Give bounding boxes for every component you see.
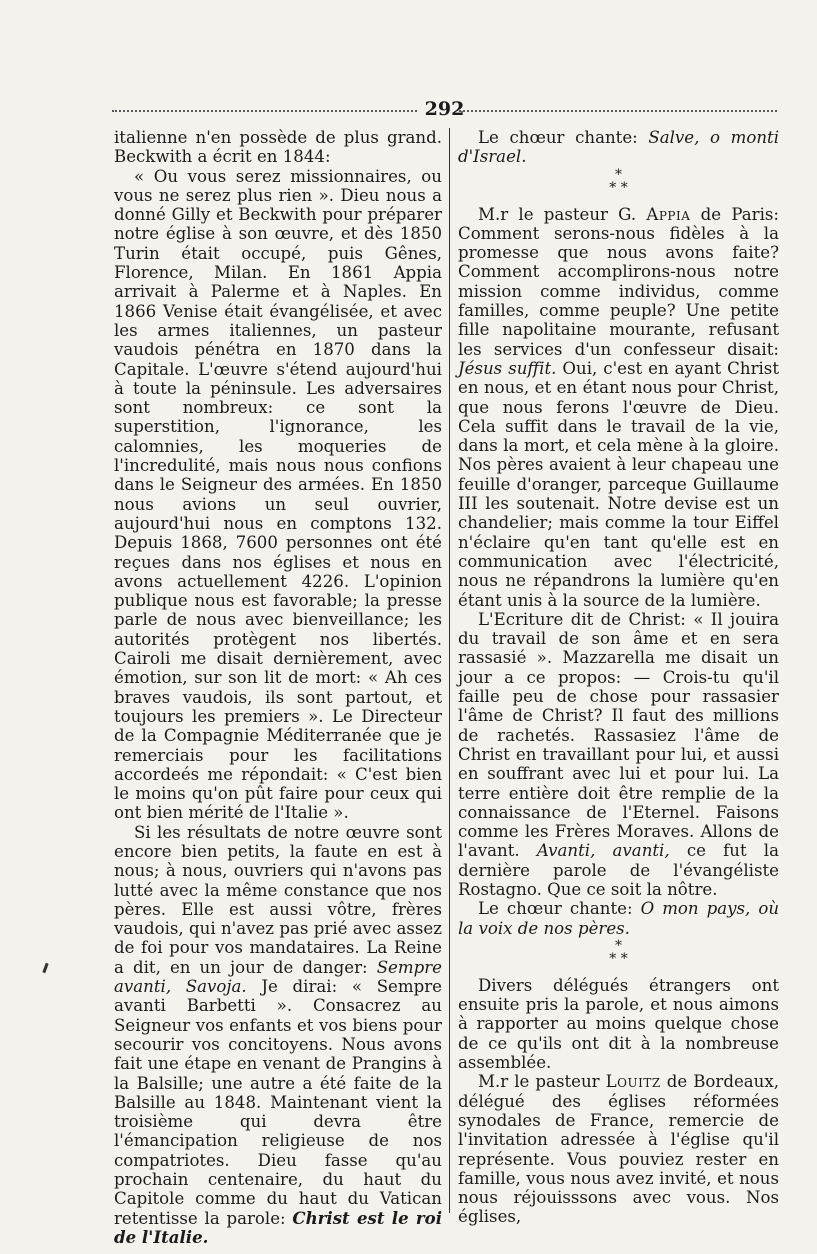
choir-line-2	[458, 899, 779, 938]
paragraph-louitz	[458, 1072, 779, 1226]
left-column	[114, 128, 442, 1247]
choir-line-1-text: Le chœur chante:	[478, 128, 649, 147]
paragraph-results-text-a: Si les résultats de notre œuvre sont encore bien petits, la faute en est à nous; à nous, ouvriers qui n'avons pas lutté avec la même constance que nos pères. Elle est aussi vôtre, frères vaudois, qui n'avez pas prié avec assez de foi pour vos mandataires. La Reine a dit, en un jour de danger:	[114, 822, 442, 977]
paragraph-louitz-text-b: de Bordeaux, délégué des églises réformées synodales de France, remercie de l'invitation adressée à l'église qu'il représente. Vous pouviez rester en famille, vous nous avez invité, et nous nous réjouisssons avec vous. Nos églises,	[458, 1072, 780, 1227]
column-divider	[449, 128, 450, 1213]
page-header	[112, 98, 777, 122]
paragraph-appia-text-c: Oui, c'est en ayant Christ en nous, et en étant nous pour Christ, que nous ferons l'œuvre de Dieu. Cela suffit dans le travail de la vie, dans la mort, et cela mène à la gloire. Nos pères avaient à leur chapeau une feuille d'oranger, parceque Guillaume III les soutenait. Notre devise est un chandelier; mais comme la tour Eiffel n'éclaire qu'en tant qu'elle est en communication avec l'électricité, nous ne répandrons la lumière qu'en étant unis à la source de la lumière.	[458, 358, 779, 610]
paragraph-delegates: Divers délégués étrangers ont ensuite pris la parole, et nous aimons à rapporter au moins quelque chose de ce qu'ils ont dit à la nombreuse assemblée.	[458, 975, 779, 1073]
header-rule-right	[459, 110, 777, 112]
paragraph-missionaries: « Ou vous serez missionnaires, ou vous ne serez plus rien ». Dieu nous a donné Gilly et Beckwith pour préparer notre église à son œuvre, et dès 1850 Turin était occupé, puis Gênes, Florence, Milan. En 1861 Appia arrivait à Palerme et à Naples. En 1866 Venise était évangélisée, et avec les armes italiennes, un pasteur vaudois pénétra en 1870 dans la Capitale. L'œuvre s'étend aujourd'hui à toute la péninsule. Les adversaires sont nombreux: ce sont la superstition, l'ignorance, les calomnies, les moqueries de l'incredulité, mais nous nous confions dans le Seigneur des armées. En 1850 nous avions un seul ouvrier, aujourd'hui nous en comptons 132. Depuis 1868, 7600 personnes ont été reçues dans nos églises et nous en avons actuellement 4226. L'opinion publique nous est favorable; la presse parle de nous avec bienveillance; les autorités protègent nos libertés. Cairoli me disait dernièrement, avec émotion, sur son lit de mort: « Ah ces braves vaudois, ils sont partout, et toujours les premiers ». Le Directeur de la Compagnie Méditerranée que je remerciais pour les facilitations accordeés me répondait: « C'est bien le moins qu'on pût faire pour ceux qui ont bien mérité de l'Italie ».	[114, 166, 442, 823]
choir-line-2-text: Le chœur chante:	[478, 899, 641, 919]
choir-line-1	[458, 128, 779, 167]
separator-star-bottom: * *	[609, 179, 628, 196]
paragraph-ecriture	[458, 610, 779, 899]
quote-avanti: Avanti, avanti,	[536, 841, 670, 861]
paragraph-louitz-text-a: M.r le pasteur	[478, 1072, 606, 1092]
paragraph-appia-text-b: de Paris: Comment serons-nous fidèles à la promesse que nous avons faite? Comment accomplirons-nous notre mission comme individus, comme familles, comme peuple? Une petite fille napolitaine mourante, refusant les services d'un confesseur disait:	[458, 204, 779, 359]
quote-christ-roi: Christ est le roi de l'Italie.	[114, 1207, 442, 1247]
paragraph-ecriture-text-a: L'Ecriture dit de Christ: « Il jouira du travail de son âme et en sera rassasié ». Mazzarella me disait un jour a ce propos: — Crois-tu qu'il faille peu de chose pour rassasier l'âme de Christ? Il faut des millions de rachetés. Rassasiez l'âme de Christ en travaillant pour lui, et aussi en souffrant avec lui et pour lui. La terre entière doit être remplie de la connaissance de l'Eternel. Faisons comme les Frères Moraves. Allons de l'avant.	[458, 609, 779, 861]
paragraph-appia-text-a: M.r le pasteur G.	[478, 204, 647, 224]
separator-star-top: *	[615, 937, 622, 954]
separator-star-top: *	[615, 166, 622, 183]
paragraph-results-text-b: Je dirai: « Sempre avanti Barbetti ». Consacrez au Seigneur vos enfants et vos biens pour secourir vos concitoyens. Nous avons fait une étape en venant de Prangins à la Balsille; une autre a été faite de la Balsille au 1848. Maintenant vient la troisième qui devra être l'émancipation religieuse de nos compatriotes. Dieu fasse qu'au prochain centenaire, du haut du Capitole comme du haut du Vatican retentisse la parole:	[114, 977, 442, 1228]
section-separator-1	[458, 166, 779, 196]
paragraph-beckwith-intro: italienne n'en possède de plus grand. Beckwith a écrit en 1844:	[114, 128, 442, 167]
quote-sempre-avanti: Sempre avanti, Savoja.	[114, 957, 442, 997]
section-separator-2	[458, 937, 779, 967]
separator-star-bottom: * *	[609, 950, 628, 967]
speaker-name-louitz: Louitz	[605, 1072, 661, 1092]
speaker-name-appia: Appia	[646, 204, 691, 224]
paragraph-results	[114, 823, 442, 1248]
page-number: 292	[419, 98, 471, 120]
quote-jesus-suffit: Jésus suffit.	[458, 358, 557, 378]
header-rule-left	[112, 110, 417, 112]
choir-song-1: Salve, o monti d'Israel.	[458, 128, 779, 167]
paragraph-ecriture-text-b: ce fut la dernière parole de l'évangéliste Rostagno. Que ce soit la nôtre.	[458, 841, 779, 899]
ink-speck	[42, 963, 48, 973]
paragraph-appia	[458, 205, 779, 610]
right-column	[458, 128, 779, 1227]
choir-song-2: O mon pays, où la voix de nos pères.	[458, 899, 780, 938]
